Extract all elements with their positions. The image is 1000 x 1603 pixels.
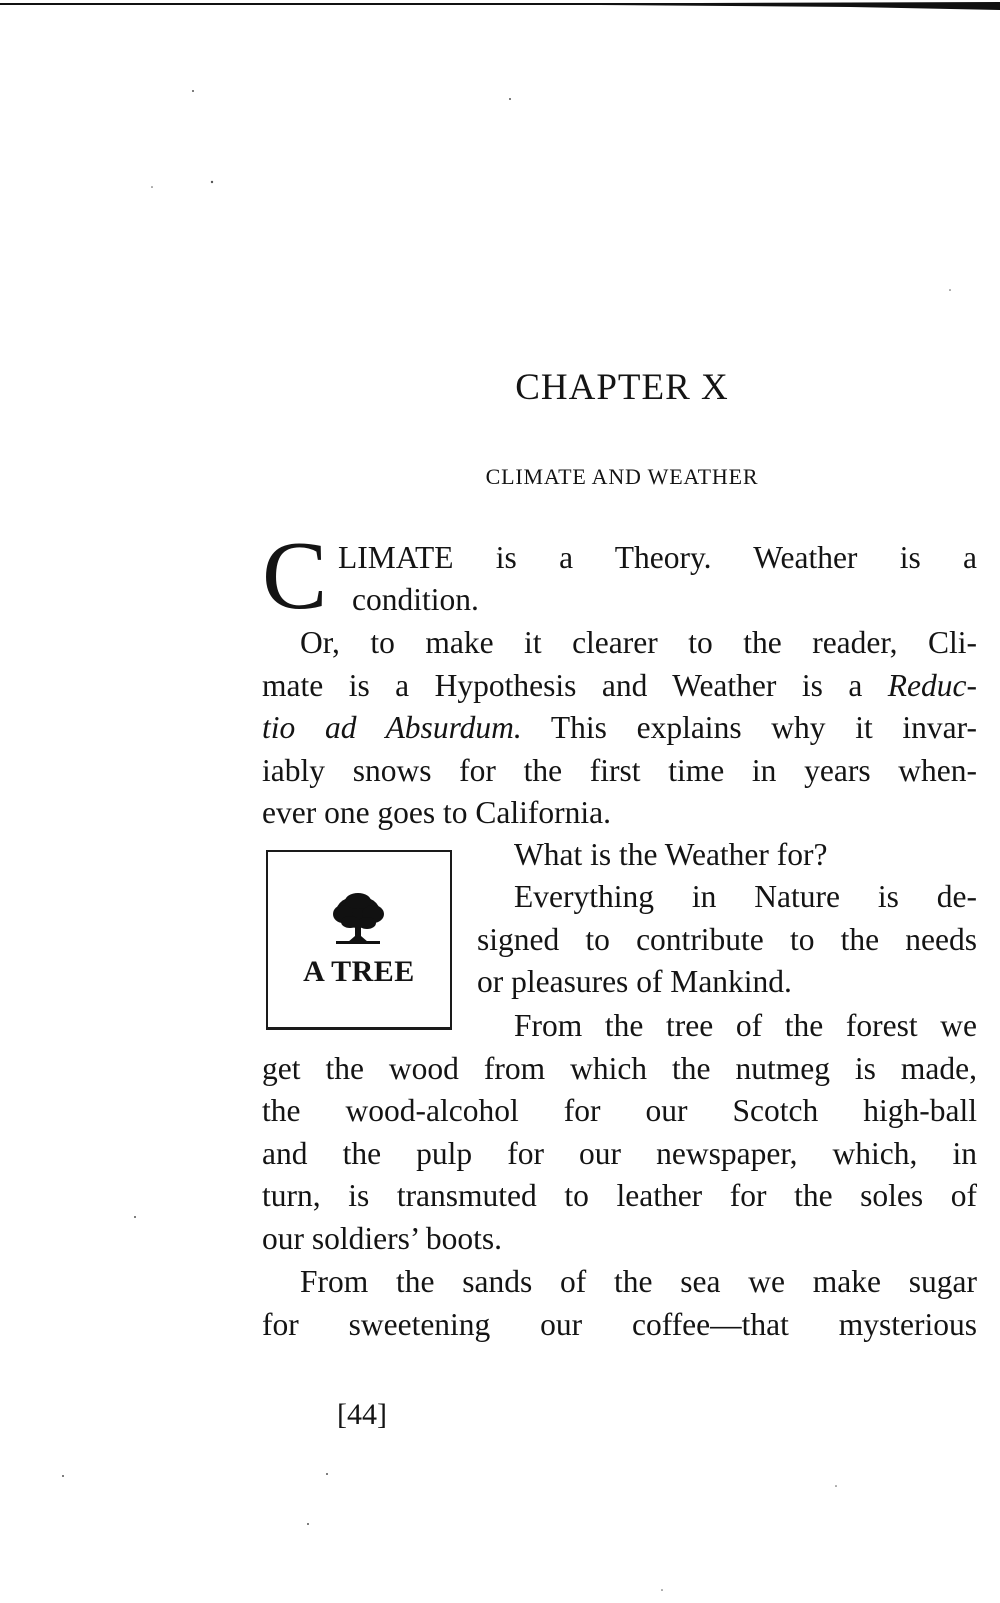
text-line: mate is a Hypothesis and Weather is a Reduc- — [262, 667, 977, 703]
text-line: for sweetening our coffee—that mysterious — [262, 1306, 977, 1342]
text-line: our soldiers’ boots. — [262, 1220, 503, 1256]
chapter-heading: CHAPTER X — [515, 367, 729, 408]
text-line: the wood-alcohol for our Scotch high-ball — [262, 1093, 977, 1128]
text-line: and the pulp for our newspaper, which, in — [262, 1135, 977, 1171]
chapter-subtitle: CLIMATE AND WEATHER — [485, 464, 759, 489]
paragraph-6 — [262, 1261, 977, 1346]
text-line: From the tree of the forest we — [514, 1008, 977, 1043]
paragraph-2 — [262, 622, 977, 835]
paragraph-1-line-1 — [338, 537, 977, 580]
figure-label: A TREE — [303, 955, 415, 988]
text-line: ever one goes to California. — [262, 795, 612, 830]
text-line: condition. — [352, 582, 479, 617]
text-line: Or, to make it clearer to the reader, Cli- — [300, 625, 977, 660]
text-line: tio ad Absurdum. This explains why it invar- — [262, 710, 977, 745]
drop-cap: C — [262, 522, 328, 630]
text-line: or pleasures of Mankind. — [477, 964, 792, 999]
text-line: What is the Weather for? — [514, 837, 828, 872]
paragraph-4 — [262, 876, 977, 1004]
page-number: [44] — [337, 1398, 387, 1431]
text-line: get the wood from which the nutmeg is made, — [262, 1050, 977, 1086]
text-line: turn, is transmuted to leather for the soles of — [262, 1178, 977, 1213]
paragraph-5 — [262, 1005, 977, 1260]
text-line: LIMATE is a Theory. Weather is a — [338, 540, 977, 575]
text-line: iably snows for the first time in years when- — [262, 752, 977, 788]
text-line: Everything in Nature is de- — [514, 879, 977, 914]
text-line: From the sands of the sea we make sugar — [300, 1264, 977, 1299]
paragraph-3 — [262, 834, 977, 877]
paragraph-1-line-2 — [352, 579, 977, 622]
text-line: signed to contribute to the needs — [477, 921, 977, 957]
